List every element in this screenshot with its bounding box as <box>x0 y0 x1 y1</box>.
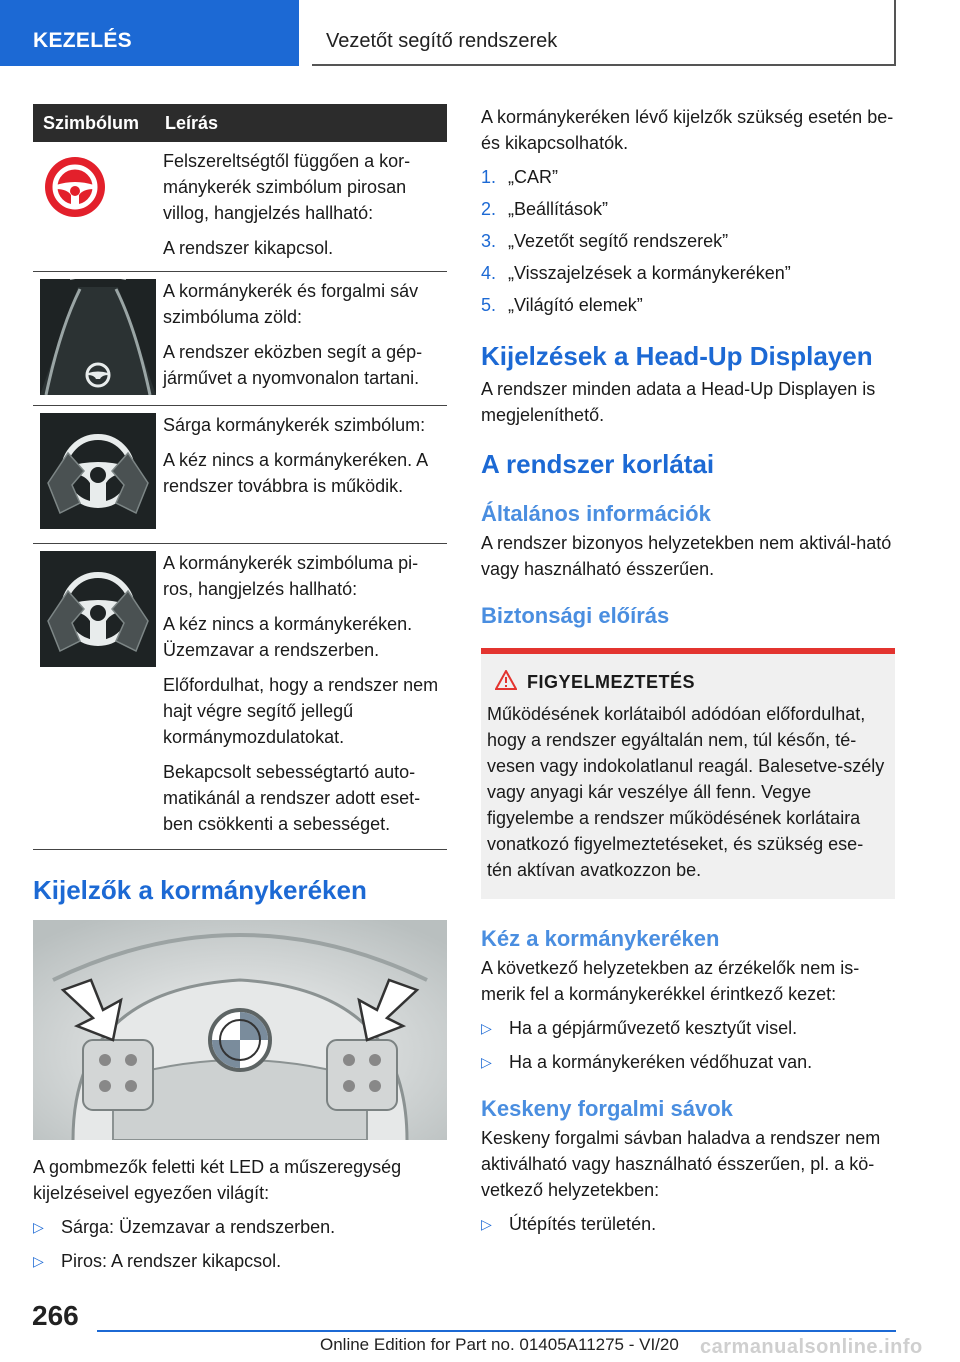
footer-divider <box>97 1330 896 1332</box>
chapter-tab <box>312 0 896 66</box>
page-number: 266 <box>32 1300 79 1331</box>
table-row <box>33 142 447 272</box>
subsection-heading: Kéz a kormánykeréken <box>481 926 720 951</box>
led-list <box>33 1214 447 1274</box>
list-item: 1. „CAR” <box>481 167 558 187</box>
steering-wheel-hands-icon <box>40 551 156 667</box>
section-title: KEZELÉS <box>33 29 132 52</box>
row-text: A kéz nincs a kormánykeréken. Üzemzavar a rendszerben. <box>163 614 413 660</box>
triangle-bullet-icon: ▷ <box>481 1020 492 1036</box>
subsection-heading: Általános információk <box>481 501 711 526</box>
section-heading: A rendszer korlátai <box>481 449 715 479</box>
warning-box <box>481 648 895 899</box>
subsection-heading: Keskeny forgalmi sávok <box>481 1096 733 1121</box>
row-text: A kormánykerék és forgalmi sáv szimbóluma zöld: <box>163 281 419 327</box>
steering-wheel-hands-icon <box>40 413 156 529</box>
chapter-title: Vezetőt segítő rendszerek <box>326 30 558 52</box>
row-text: Felszereltségtől függően a kor-mánykerék szimbólum pirosan villog, hangjelzés hallható: <box>163 151 411 223</box>
triangle-bullet-icon: ▷ <box>481 1054 492 1070</box>
narrow-lanes-list <box>481 1211 895 1237</box>
warning-triangle-icon <box>487 670 527 695</box>
row-text: A rendszer eközben segít a gép-járművet a nyomvonalon tartani. <box>163 342 423 388</box>
list-item: ▷ Sárga: Üzemzavar a rendszerben. <box>33 1214 447 1240</box>
hands-paragraph: A következő helyzetekben az érzékelők nem is-merik fel a kormánykerékkel érintkező kezet: <box>481 958 860 1004</box>
general-paragraph: A rendszer bizonyos helyzetekben nem aktivál-ható vagy használható ésszerűen. <box>481 533 892 579</box>
triangle-bullet-icon: ▷ <box>33 1253 44 1269</box>
edition-text: Online Edition for Part no. 01405A11275 - VI/20 <box>320 1335 679 1354</box>
table-row <box>33 272 447 406</box>
led-paragraph: A gombmezők feletti két LED a műszeregység kijelzéseivel egyezően világít: <box>33 1157 402 1203</box>
row-text: A rendszer kikapcsol. <box>163 238 334 258</box>
list-item: ▷ Ha a kormánykeréken védőhuzat van. <box>481 1049 895 1075</box>
triangle-bullet-icon: ▷ <box>33 1219 44 1235</box>
col-description-header: Leírás <box>157 104 447 142</box>
watermark: carmanualsonline.info <box>700 1336 923 1358</box>
steering-wheel-lane-icon <box>40 279 156 395</box>
table-row <box>33 544 447 850</box>
symbol-table <box>33 104 447 850</box>
row-text: A kormánykerék szimbóluma pi-ros, hangjelzés hallható: <box>163 553 419 599</box>
row-text: A kéz nincs a kormánykeréken. A rendszer továbbra is működik. <box>163 450 428 496</box>
red-steering-wheel-icon <box>43 155 107 219</box>
right-column <box>481 104 895 1237</box>
section-tab <box>0 0 299 66</box>
list-item: 4. „Visszajelzések a kormánykeréken” <box>481 263 791 283</box>
intro-paragraph: A kormánykeréken lévő kijelzők szükség esetén be- és kikapcsolhatók. <box>481 107 894 153</box>
narrow-lanes-paragraph: Keskeny forgalmi sávban haladva a rendszer nem aktiválható vagy használható ésszerűen, pl. a kö-vetkező helyzetekben: <box>481 1128 881 1200</box>
hud-paragraph: A rendszer minden adata a Head-Up Displayen is megjeleníthető. <box>481 379 876 425</box>
subsection-heading: Biztonsági előírás <box>481 603 670 628</box>
col-symbol-header: Szimbólum <box>33 104 157 142</box>
row-text: Sárga kormánykerék szimbólum: <box>163 415 426 435</box>
list-item: 2. „Beállítások” <box>481 199 609 219</box>
list-item: ▷ Útépítés területén. <box>481 1211 895 1237</box>
table-row <box>33 406 447 544</box>
warning-text: Működésének korlátaiból adódóan előfordulhat, hogy a rendszer egyáltalán nem, túl későn, té-vesen vagy indokolatlanul reagál. Balesetve-szély vagy anyagi kár veszélye áll fenn. Vegye figyelembe a rendszer működésének korlátaira vonatkozó figyelmeztetéseket, és szükség ese-tén aktívan avatkozzon be. <box>487 704 885 880</box>
row-text: Előfordulhat, hogy a rendszer nem hajt végre segítő jellegű kormánymozdulatokat. <box>163 675 439 747</box>
table-header-row <box>33 104 447 142</box>
list-item: ▷ Ha a gépjárművezető kesztyűt visel. <box>481 1015 895 1041</box>
list-item: 3. „Vezetőt segítő rendszerek” <box>481 231 729 251</box>
hands-list <box>481 1015 895 1075</box>
warning-title: FIGYELMEZTETÉS <box>527 672 696 692</box>
list-item: ▷ Piros: A rendszer kikapcsol. <box>33 1248 447 1274</box>
steering-wheel-photo <box>33 920 447 1140</box>
list-item: 5. „Világító elemek” <box>481 295 643 315</box>
left-column <box>33 104 447 1274</box>
steps-list <box>481 164 895 318</box>
section-heading: Kijelzések a Head-Up Displayen <box>481 341 873 371</box>
triangle-bullet-icon: ▷ <box>481 1216 492 1232</box>
section-heading: Kijelzők a kormánykeréken <box>33 875 367 905</box>
row-text: Bekapcsolt sebességtartó auto-matikánál a rendszer adott eset-ben csökkenti a sebességet. <box>163 762 421 834</box>
